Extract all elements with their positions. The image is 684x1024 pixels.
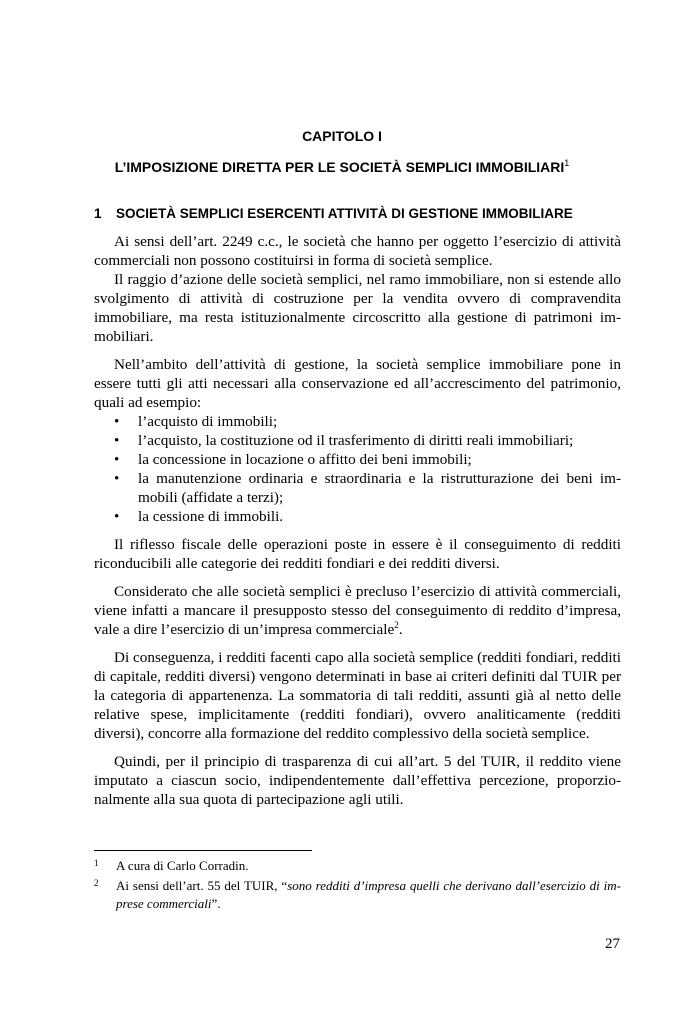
- footnote-ref-2[interactable]: 2: [394, 620, 399, 630]
- paragraph: Quindi, per il principio di trasparenza di cui all’art. 5 del TUIR, il reddito viene imputato a ciascun socio, indipendentemente dall’effettiva percezione, proporzionalmente alla sua quota di partecipazione agli utili.: [94, 753, 621, 808]
- footnote-quote: sono redditi d’impresa quelli che derivano dall’esercizio di imprese commerciali: [116, 878, 621, 911]
- section-heading: [94, 206, 624, 221]
- section-title: SOCIETÀ SEMPLICI ESERCENTI ATTIVITÀ DI GESTIONE IMMOBILIARE: [116, 206, 573, 221]
- footnote-text: Ai sensi dell’art. 55 del TUIR, “: [116, 878, 288, 893]
- bullet-list: [94, 412, 621, 526]
- list-item: [94, 431, 621, 450]
- list-item-text: l’acquisto di immobili;: [138, 413, 278, 430]
- list-item: [94, 412, 621, 431]
- chapter-label: CAPITOLO I: [302, 128, 382, 144]
- list-item-text: la manutenzione ordinaria e straordinaria e la ristrutturazione dei beni immobili (affidate a terzi);: [138, 470, 621, 506]
- paragraph: Il riflesso fiscale delle operazioni poste in essere è il conseguimento di redditi riconducibili alle categorie dei redditi fondiari e dei redditi diversi.: [94, 536, 621, 572]
- footnote-number: 2: [94, 878, 99, 888]
- body-text: [94, 232, 621, 809]
- footnotes: [94, 857, 621, 915]
- chapter-title-text: L’IMPOSIZIONE DIRETTA PER LE SOCIETÀ SEMPLICI IMMOBILIARI: [114, 159, 565, 175]
- section-number: 1: [94, 206, 102, 221]
- footnote-separator: [94, 850, 312, 851]
- paragraph: Il raggio d’azione delle società semplici, nel ramo immobiliare, non si estende allo svolgimento di attività di costruzione per la vendita ovvero di compravendita immobiliare, ma resta istituzionalmente circoscritto alla gestione di patrimoni immobiliari.: [94, 271, 621, 345]
- list-item-text: l’acquisto, la costituzione od il trasferimento di diritti reali immobiliari;: [138, 432, 574, 449]
- paragraph-text: Considerato che alle società semplici è precluso l’esercizio di attività commerciali, viene infatti a mancare il presupposto stesso del conseguimento di reddito d’impresa, vale a dire l’esercizio di un’impresa commerciale: [94, 583, 621, 638]
- list-item: [94, 507, 621, 526]
- footnote: [94, 877, 621, 913]
- footnote-text: A cura di Carlo Corradin.: [116, 858, 249, 873]
- list-item: [94, 450, 621, 469]
- chapter-title: [0, 158, 684, 175]
- footnote: [94, 857, 621, 875]
- bullet-icon: •: [114, 432, 120, 449]
- list-item: [94, 469, 621, 507]
- paragraph: Di conseguenza, i redditi facenti capo alla società semplice (redditi fondiari, redditi di capitale, redditi diversi) vengono determinati in base ai criteri definiti dal TUIR per la categoria di appartenenza. La sommatoria di tali redditi, assunti già al netto delle relative spese, implicitamente (redditi fondiari), ovvero analiticamente (redditi diversi), concorre alla formazione del reddito complessivo della società semplice.: [94, 649, 621, 742]
- list-item-text: la cessione di immobili.: [138, 508, 284, 525]
- bullet-icon: •: [114, 413, 120, 430]
- bullet-icon: •: [114, 451, 120, 468]
- bullet-icon: •: [114, 470, 120, 487]
- paragraph: Ai sensi dell’art. 2249 c.c., le società che hanno per oggetto l’esercizio di attività commerciali non possono costituirsi in forma di società semplice.: [94, 233, 621, 269]
- paragraph: Nell’ambito dell’attività di gestione, la società semplice immobiliare pone in essere tutti gli atti necessari alla conservazione ed all’accrescimento del patrimonio, quali ad esempio:: [94, 356, 621, 411]
- paragraph-end: .: [398, 621, 403, 638]
- paragraph: [94, 582, 621, 639]
- list-item-text: la concessione in locazione o affitto dei beni immobili;: [138, 451, 472, 468]
- page-number: 27: [605, 936, 620, 952]
- bullet-icon: •: [114, 508, 120, 525]
- footnote-number: 1: [94, 858, 99, 868]
- footnote-ref-1[interactable]: 1: [564, 158, 570, 168]
- footnote-text-end: ”.: [211, 896, 221, 911]
